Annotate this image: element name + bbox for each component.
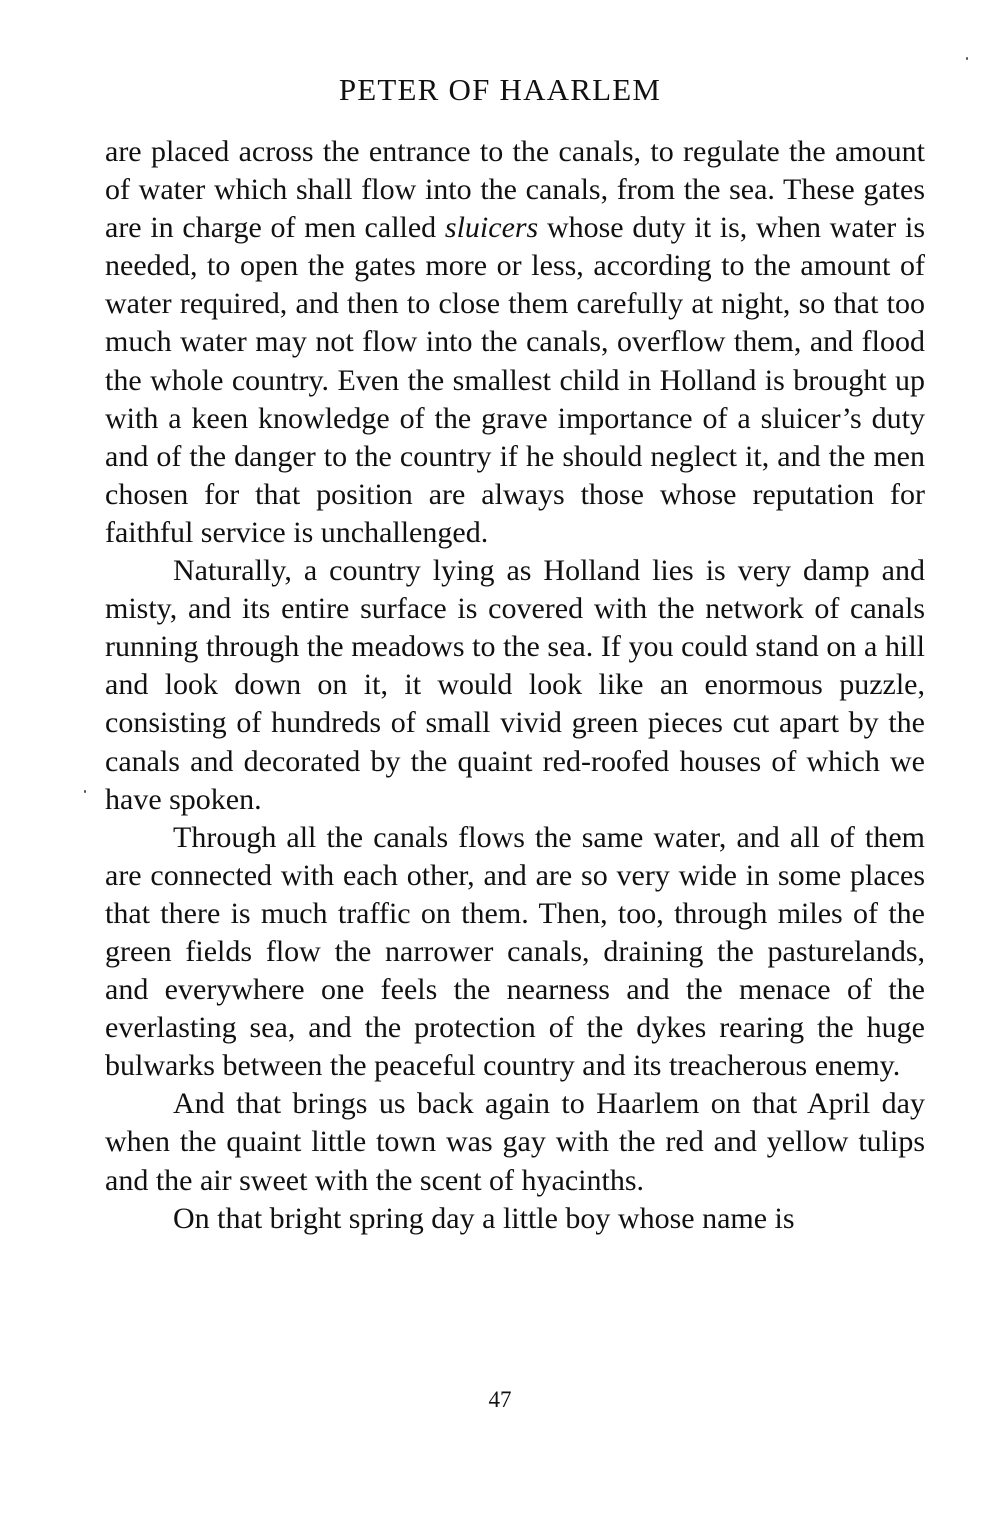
paragraph-4: And that brings us back again to Haarlem on that April day when the quaint little town was gay with the red and yellow tulips and the air sweet with the scent of hyacinths. [105,1087,925,1197]
paragraph-3: Through all the canals flows the same water, and all of them are connected with each other, and are so very wide in some places that there is much traffic on them. Then, too, through miles of the green fields flow the narrower canals, draining the pasturelands, and everywhere one feels the nearness and the menace of the everlasting sea, and the protection of the dykes rearing the huge bulwarks between the peaceful country and its treacherous enemy. [105,820,925,1083]
print-speck [966,57,968,60]
paragraph-5: On that bright spring day a little boy whose name is [173,1201,795,1235]
paragraph-1 [105,133,925,552]
paragraph-1-text-after: whose duty it is, when water is needed, to open the gates more or less, according to the amount of water required, and then to close them carefully at night, so that too much water may not flow into the canals, overflow them, and flood the whole country. Even the smallest child in Holland is brought up with a keen knowledge of the grave importance of a sluicer’s duty and of the danger to the country if he should neglect it, and the men chosen for that position are always those whose reputation for faithful service is unchallenged. [105,211,926,549]
body-text [105,133,925,1238]
paragraph-2: Naturally, a country lying as Holland lies is very damp and misty, and its entire surface is covered with the network of canals running through the meadows to the sea. If you could stand on a hill and look down on it, it would look like an enormous puzzle, consisting of hundreds of small vivid green pieces cut apart by the canals and decorated by the quaint red-roofed houses of which we have spoken. [105,554,925,816]
print-speck [84,790,86,793]
running-head: PETER OF HAARLEM [338,72,662,107]
page-number: 47 [488,1387,512,1412]
emphasis-sluicers: sluicers [444,211,539,245]
paragraph-1-text-before: are placed across the entrance to the canals, to regulate the amount of water which shall flow into the canals, from the sea. These gates are in charge of men called [105,135,925,245]
